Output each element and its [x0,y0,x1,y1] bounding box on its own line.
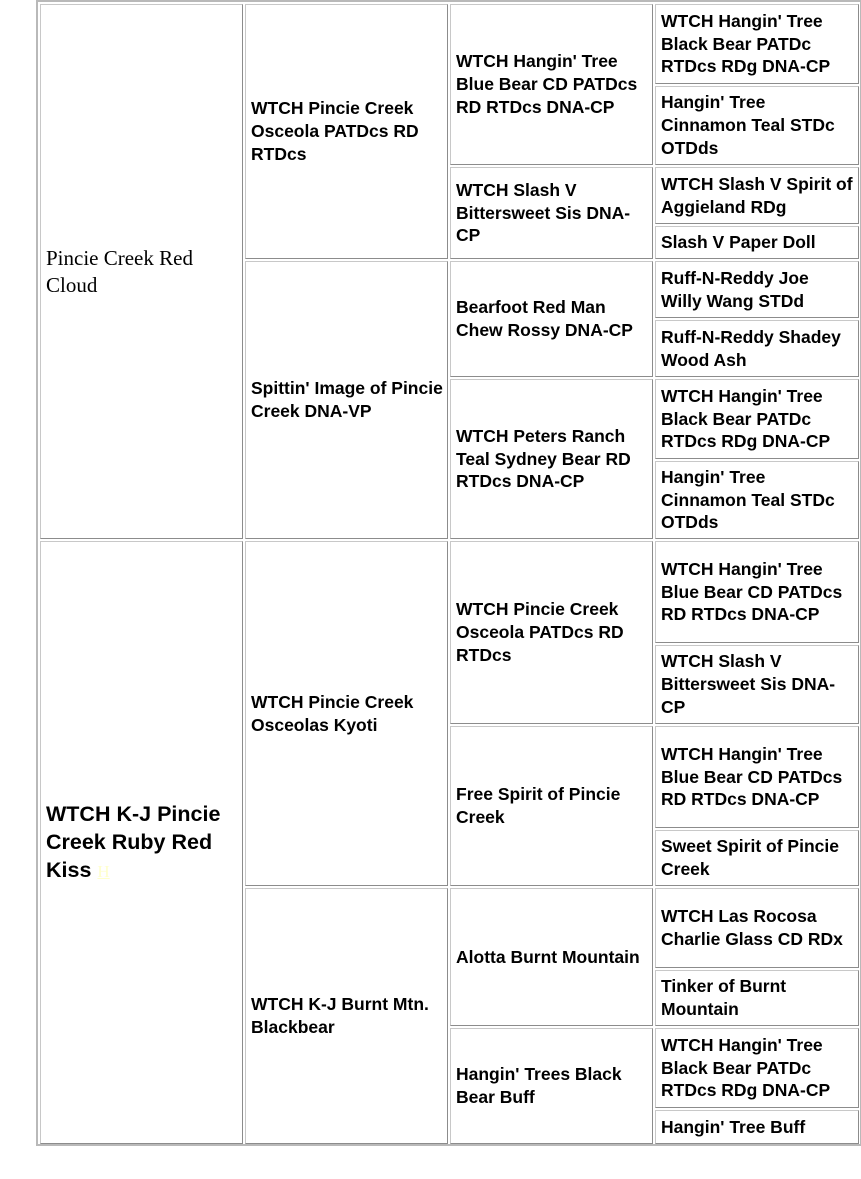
pedigree-cell-gen4 [655,226,859,259]
dog-name: Pincie Creek Red Cloud [46,245,193,297]
pedigree-cell-gen4 [655,261,859,318]
pedigree-table [36,0,861,1146]
dog-name: WTCH Slash V Bittersweet Sis DNA-CP [456,179,631,246]
dog-name: WTCH Peters Ranch Teal Sydney Bear RD RTDcs DNA-CP [456,425,631,492]
dog-name: WTCH Pincie Creek Osceola PATDcs RD RTDcs [251,98,419,164]
dog-name: Ruff-N-Reddy Shadey Wood Ash [661,326,841,370]
dog-name: Hangin' Trees Black Bear Buff [456,1064,622,1107]
pedigree-cell-gen2 [245,261,448,539]
dog-name: Hangin' Tree Buff [661,1116,806,1137]
dog-name: Hangin' Tree Cinnamon Teal STDc OTDds [661,92,835,158]
pedigree-cell-gen1-dam [40,541,243,1144]
dog-name: WTCH Slash V Bittersweet Sis DNA-CP [661,651,836,717]
h-link[interactable]: H [97,861,110,881]
dog-name: WTCH Pincie Creek Osceolas Kyoti [251,691,414,735]
pedigree-cell-gen4 [655,4,859,84]
pedigree-cell-gen4 [655,726,859,828]
dog-name: WTCH K-J Burnt Mtn. Blackbear [251,994,429,1037]
pedigree-cell-gen4 [655,541,859,643]
dog-name: WTCH Slash V Spirit of Aggieland RDg [661,173,853,217]
pedigree-cell-gen4 [655,379,859,459]
dog-name: WTCH Pincie Creek Osceola PATDcs RD RTDcs [456,599,624,665]
pedigree-cell-gen3 [450,379,653,539]
pedigree-cell-gen4 [655,830,859,886]
dog-name: Ruff-N-Reddy Joe Willy Wang STDd [661,267,809,311]
pedigree-cell-gen3 [450,541,653,724]
pedigree-cell-gen2 [245,541,448,886]
pedigree-cell-gen4 [655,167,859,224]
dog-name: Free Spirit of Pincie Creek [456,784,621,827]
dog-name: Hangin' Tree Cinnamon Teal STDc OTDds [661,466,835,533]
pedigree-cell-gen3 [450,261,653,377]
dog-name: WTCH Hangin' Tree Black Bear PATDc RTDcs RDg DNA-CP [661,385,831,452]
dog-name: WTCH Hangin' Tree Blue Bear CD PATDcs RD RTDcs DNA-CP [661,743,843,810]
pedigree-cell-gen4 [655,86,859,165]
pedigree-cell-gen2 [245,4,448,259]
dog-name: WTCH Las Rocosa Charlie Glass CD RDx [661,906,843,949]
dog-name: WTCH Hangin' Tree Black Bear PATDc RTDcs RDg DNA-CP [661,10,831,77]
pedigree-cell-gen4 [655,461,859,539]
dog-name: Sweet Spirit of Pincie Creek [661,836,839,879]
pedigree-cell-gen3 [450,1028,653,1144]
dog-name: WTCH K-J Pincie Creek Ruby Red Kiss H [46,801,221,882]
dog-name: WTCH Hangin' Tree Blue Bear CD PATDcs RD RTDcs DNA-CP [661,558,843,625]
pedigree-cell-gen4 [655,645,859,724]
dog-name: Slash V Paper Doll [661,232,816,253]
pedigree-cell-gen4 [655,320,859,377]
pedigree-cell-gen3 [450,726,653,886]
pedigree-cell-gen3 [450,888,653,1026]
dog-name: Tinker of Burnt Mountain [661,976,787,1019]
dog-name: WTCH Hangin' Tree Blue Bear CD PATDcs RD RTDcs DNA-CP [456,51,638,117]
pedigree-cell-gen4 [655,1028,859,1108]
pedigree-cell-gen4 [655,970,859,1026]
pedigree-cell-gen3 [450,4,653,165]
dog-name: Alotta Burnt Mountain [456,946,640,967]
dog-name: Spittin' Image of Pincie Creek DNA-VP [251,378,443,421]
pedigree-cell-gen4 [655,1110,859,1144]
pedigree-cell-gen3 [450,167,653,259]
pedigree-cell-gen2 [245,888,448,1144]
pedigree-cell-gen1-sire [40,4,243,539]
dog-name: Bearfoot Red Man Chew Rossy DNA-CP [456,297,633,340]
pedigree-cell-gen4 [655,888,859,968]
dog-name: WTCH Hangin' Tree Black Bear PATDc RTDcs RDg DNA-CP [661,1034,831,1101]
